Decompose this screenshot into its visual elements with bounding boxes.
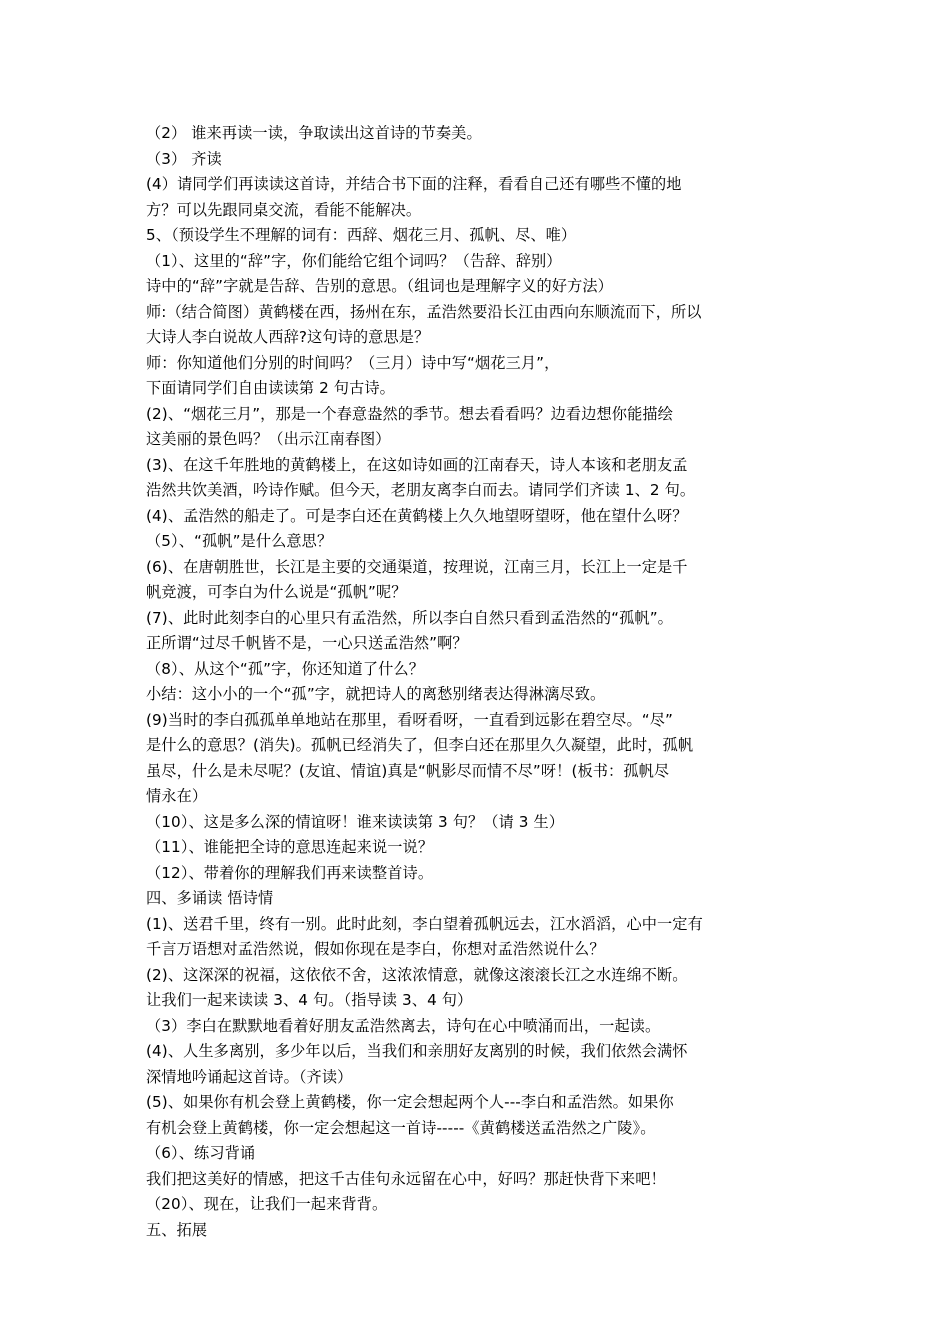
text-line: （3）李白在默默地看着好朋友孟浩然离去，诗句在心中喷涌而出，一起读。 xyxy=(146,1016,661,1035)
text-line: 四、多诵读 悟诗情 xyxy=(146,889,274,907)
text-line: (1)、送君千里，终有一别。此时此刻，李白望着孤帆远去，江水滔滔，心中一定有 xyxy=(146,914,703,933)
text-line: （2） 谁来再读一读，争取读出这首诗的节奏美。 xyxy=(146,124,482,142)
text-line: (2)、这深深的祝福，这依依不舍，这浓浓情意，就像这滚滚长江之水连绵不断。 xyxy=(146,965,688,984)
text-line: 虽尽，什么是未尽呢？(友谊、情谊)真是“帆影尽而情不尽”呀！(板书：孤帆尽 xyxy=(146,761,670,780)
text-line: (2)、“烟花三月”，那是一个春意盎然的季节。想去看看吗？边看边想你能描绘 xyxy=(146,404,673,423)
text-line: (5)、如果你有机会登上黄鹤楼，你一定会想起两个人---李白和孟浩然。如果你 xyxy=(146,1093,674,1111)
text-line: 情永在） xyxy=(146,787,208,805)
text-line: （6）、练习背诵 xyxy=(146,1144,256,1162)
text-line: 方？可以先跟同桌交流，看能不能解决。 xyxy=(146,200,422,219)
text-line: （1）、这里的“辞”字，你们能给它组个词吗？（告辞、辞别） xyxy=(146,251,562,270)
text-line: （10）、这是多么深的情谊呀！谁来读读第 3 句？（请 3 生） xyxy=(146,812,565,831)
text-line: 大诗人李白说故人西辞?这句诗的意思是？ xyxy=(146,328,430,346)
text-line: （11）、谁能把全诗的意思连起来说一说？ xyxy=(146,838,434,856)
text-line: 下面请同学们自由读读第 2 句古诗。 xyxy=(146,379,395,397)
document-body xyxy=(146,121,816,1243)
text-line: 5、（预设学生不理解的词有：西辞、烟花三月、孤帆、尽、唯） xyxy=(146,226,577,244)
text-line: （12）、带着你的理解我们再来读整首诗。 xyxy=(146,863,434,882)
text-line: (4)、孟浩然的船走了。可是李白还在黄鹤楼上久久地望呀望呀，他在望什么呀？ xyxy=(146,506,688,525)
text-line: 我们把这美好的情感，把这千古佳句永远留在心中，好吗？那赶快背下来吧！ xyxy=(146,1169,666,1188)
text-line: (4）请同学们再读读这首诗，并结合书下面的注释，看看自己还有哪些不懂的地 xyxy=(146,175,682,193)
text-line: 小结：这小小的一个“孤”字，就把诗人的离愁别绪表达得淋漓尽致。 xyxy=(146,685,606,703)
text-line: (6)、在唐朝胜世，长江是主要的交通渠道，按理说，江南三月，长江上一定是千 xyxy=(146,557,688,576)
text-line: 这美丽的景色吗？（出示江南春图） xyxy=(146,430,391,448)
text-line: （5）、“孤帆”是什么意思？ xyxy=(146,532,333,550)
text-line: 正所谓“过尽千帆皆不是，一心只送孟浩然”啊？ xyxy=(146,634,468,652)
text-line: 师：你知道他们分别的时间吗？（三月）诗中写“烟花三月”， xyxy=(146,353,560,372)
text-line: 千言万语想对孟浩然说，假如你现在是李白，你想对孟浩然说什么？ xyxy=(146,940,605,958)
text-line: （20）、现在，让我们一起来背背。 xyxy=(146,1195,388,1213)
text-line: (7)、此时此刻李白的心里只有孟浩然，所以李白自然只看到孟浩然的“孤帆”。 xyxy=(146,608,673,627)
text-line: 帆竞渡，可李白为什么说是“孤帆”呢？ xyxy=(146,583,407,601)
text-line: 是什么的意思？(消失)。孤帆已经消失了，但李白还在那里久久凝望，此时，孤帆 xyxy=(146,736,694,754)
text-line: 诗中的“辞”字就是告辞、告别的意思。（组词也是理解字义的好方法） xyxy=(146,277,613,295)
text-line: (4)、人生多离别，多少年以后，当我们和亲朋好友离别的时候，我们依然会满怀 xyxy=(146,1042,688,1060)
text-line: 五、拓展 xyxy=(146,1220,208,1239)
text-line: （8）、从这个“孤”字，你还知道了什么？ xyxy=(146,659,424,678)
text-line: （3） 齐读 xyxy=(146,149,222,168)
text-line: 让我们一起来读读 3、4 句。（指导读 3、4 句） xyxy=(146,991,473,1009)
text-line: (3)、在这千年胜地的黄鹤楼上，在这如诗如画的江南春天，诗人本该和老朋友孟 xyxy=(146,455,688,474)
text-line: 深情地吟诵起这首诗。（齐读） xyxy=(146,1067,353,1086)
text-line: (9)当时的李白孤孤单单地站在那里，看呀看呀，一直看到远影在碧空尽。“尽” xyxy=(146,710,673,729)
text-line: 有机会登上黄鹤楼，你一定会想起这一首诗-----《黄鹤楼送孟浩然之广陵》。 xyxy=(146,1118,656,1137)
text-line: 师:（结合简图）黄鹤楼在西，扬州在东，孟浩然要沿长江由西向东顺流而下，所以 xyxy=(146,302,702,321)
text-line: 浩然共饮美酒，吟诗作赋。但今天，老朋友离李白而去。请同学们齐读 1、2 句。 xyxy=(146,481,696,499)
